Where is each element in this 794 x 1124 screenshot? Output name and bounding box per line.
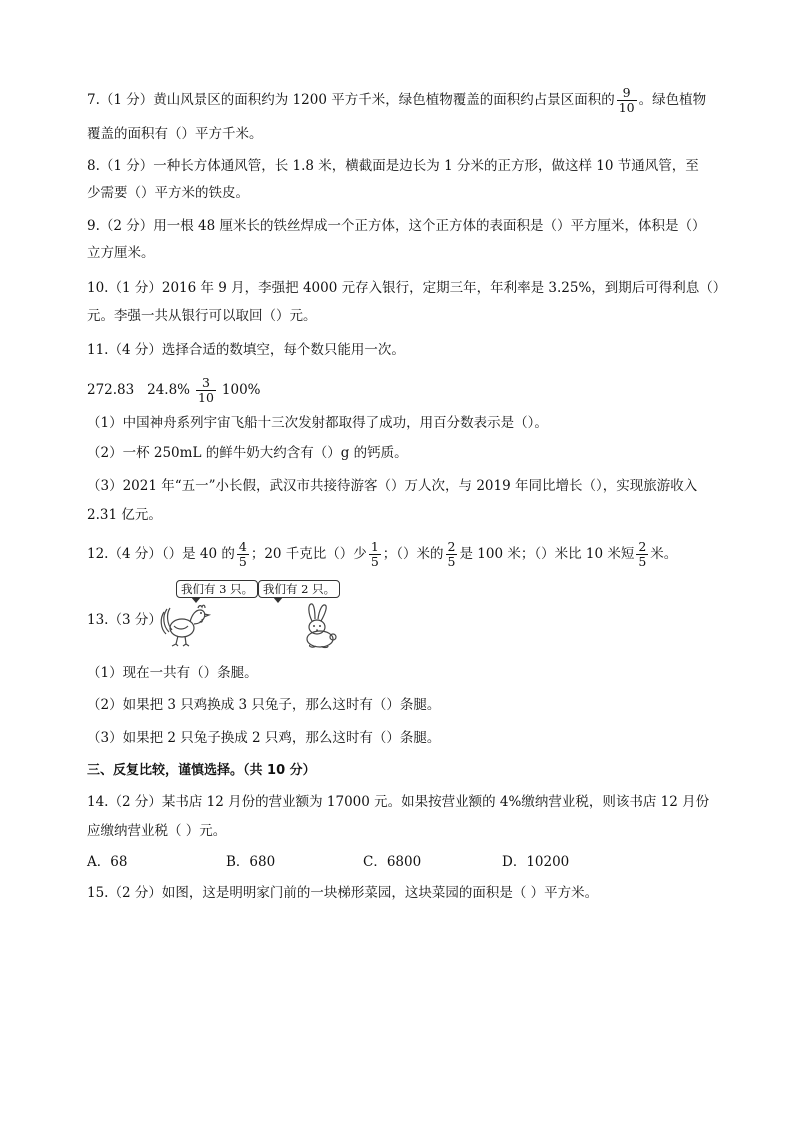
fraction-2-5-a: $\frac{2}{5}$	[447, 539, 456, 569]
option-c[interactable]: C．6800	[363, 854, 422, 870]
section-3-title: 三、反复比较，谨慎选择。（共 10 分）	[87, 763, 316, 778]
question-13-sub-3: （3）如果把 2 只兔子换成 2 只鸡，那么这时有（）条腿。	[87, 730, 441, 746]
question-11-sub-1: （1）中国神舟系列宇宙飞船十三次发射都取得了成功，用百分数表示是（）。	[87, 415, 548, 431]
option-d[interactable]: D．10200	[502, 854, 570, 870]
rooster-speech-bubble: 我们有 3 只。	[176, 580, 258, 598]
question-9-line-1: 9.（2 分）用一根 48 厘米长的铁丝焊成一个正方体，这个正方体的表面积是（）平方厘米，体积是（）	[87, 218, 706, 234]
question-11-sub-3-line-2: 2.31 亿元。	[87, 507, 162, 523]
question-10-line-2: 元。李强一共从银行可以取回（）元。	[87, 308, 317, 324]
question-11-choices: 272.83 24.8% $\frac{3}{10}$ 100%	[87, 375, 261, 405]
question-13-sub-1: （1）现在一共有（）条腿。	[87, 665, 258, 681]
rooster-icon	[158, 602, 214, 648]
question-8-line-1: 8.（1 分）一种长方体通风管，长 1.8 米，横截面是边长为 1 分米的正方形，做这样 10 节通风管，至	[87, 158, 699, 174]
question-13-stem: 13.（3 分）	[87, 612, 162, 628]
question-13-sub-2: （2）如果把 3 只鸡换成 3 只兔子，那么这时有（）条腿。	[87, 697, 441, 713]
fraction-2-5-b: $\frac{2}{5}$	[638, 539, 647, 569]
question-15-line-1: 15.（2 分）如图，这是明明家门前的一块梯形菜园，这块菜园的面积是（ ）平方米。	[87, 885, 599, 901]
question-14-line-2: 应缴纳营业税（ ）元。	[87, 823, 227, 839]
question-8-line-2: 少需要（）平方米的铁皮。	[87, 185, 249, 201]
rabbit-icon	[298, 603, 342, 649]
question-11-sub-2: （2）一杯 250mL 的鲜牛奶大约含有（）g 的钙质。	[87, 445, 408, 461]
question-12-line: 12.（4 分）（）是 40 的 $\frac{4}{5}$ ；20 千克比（）少 $\frac{1}{5}$ ；（）米的 $\frac{2}{5}$ 是 100 米；（）米比 10 米短 $\frac{2}{5}$ 米。	[87, 539, 678, 569]
question-14-line-1: 14.（2 分）某书店 12 月份的营业额为 17000 元。如果按营业额的 4%缴纳营业税，则该书店 12 月份	[87, 794, 710, 810]
option-b[interactable]: B．680	[226, 854, 276, 870]
question-11-sub-3-line-1: （3）2021 年“五一”小长假，武汉市共接待游客（）万人次，与 2019 年同比增长（），实现旅游收入	[87, 478, 698, 494]
fraction-3-10: $\frac{3}{10}$	[198, 375, 214, 405]
fraction-1-5: $\frac{1}{5}$	[370, 539, 379, 569]
question-7-line-2: 覆盖的面积有（）平方千米。	[87, 126, 263, 142]
question-9-line-2: 立方厘米。	[87, 245, 155, 261]
question-11-stem: 11.（4 分）选择合适的数填空，每个数只能用一次。	[87, 342, 405, 358]
option-a[interactable]: A．68	[87, 854, 128, 870]
fraction-4-5: $\frac{4}{5}$	[238, 539, 247, 569]
question-10-line-1: 10.（1 分）2016 年 9 月，李强把 4000 元存入银行，定期三年，年利率是 3.25%，到期后可得利息（）	[87, 280, 727, 296]
question-7-line-1: 7.（1 分）黄山风景区的面积约为 1200 平方千米，绿色植物覆盖的面积约占景区面积的 $\frac{9}{10}$ 。绿色植物	[87, 85, 707, 115]
fraction-9-10: $\frac{9}{10}$	[618, 85, 635, 115]
rabbit-speech-bubble: 我们有 2 只。	[258, 580, 340, 598]
